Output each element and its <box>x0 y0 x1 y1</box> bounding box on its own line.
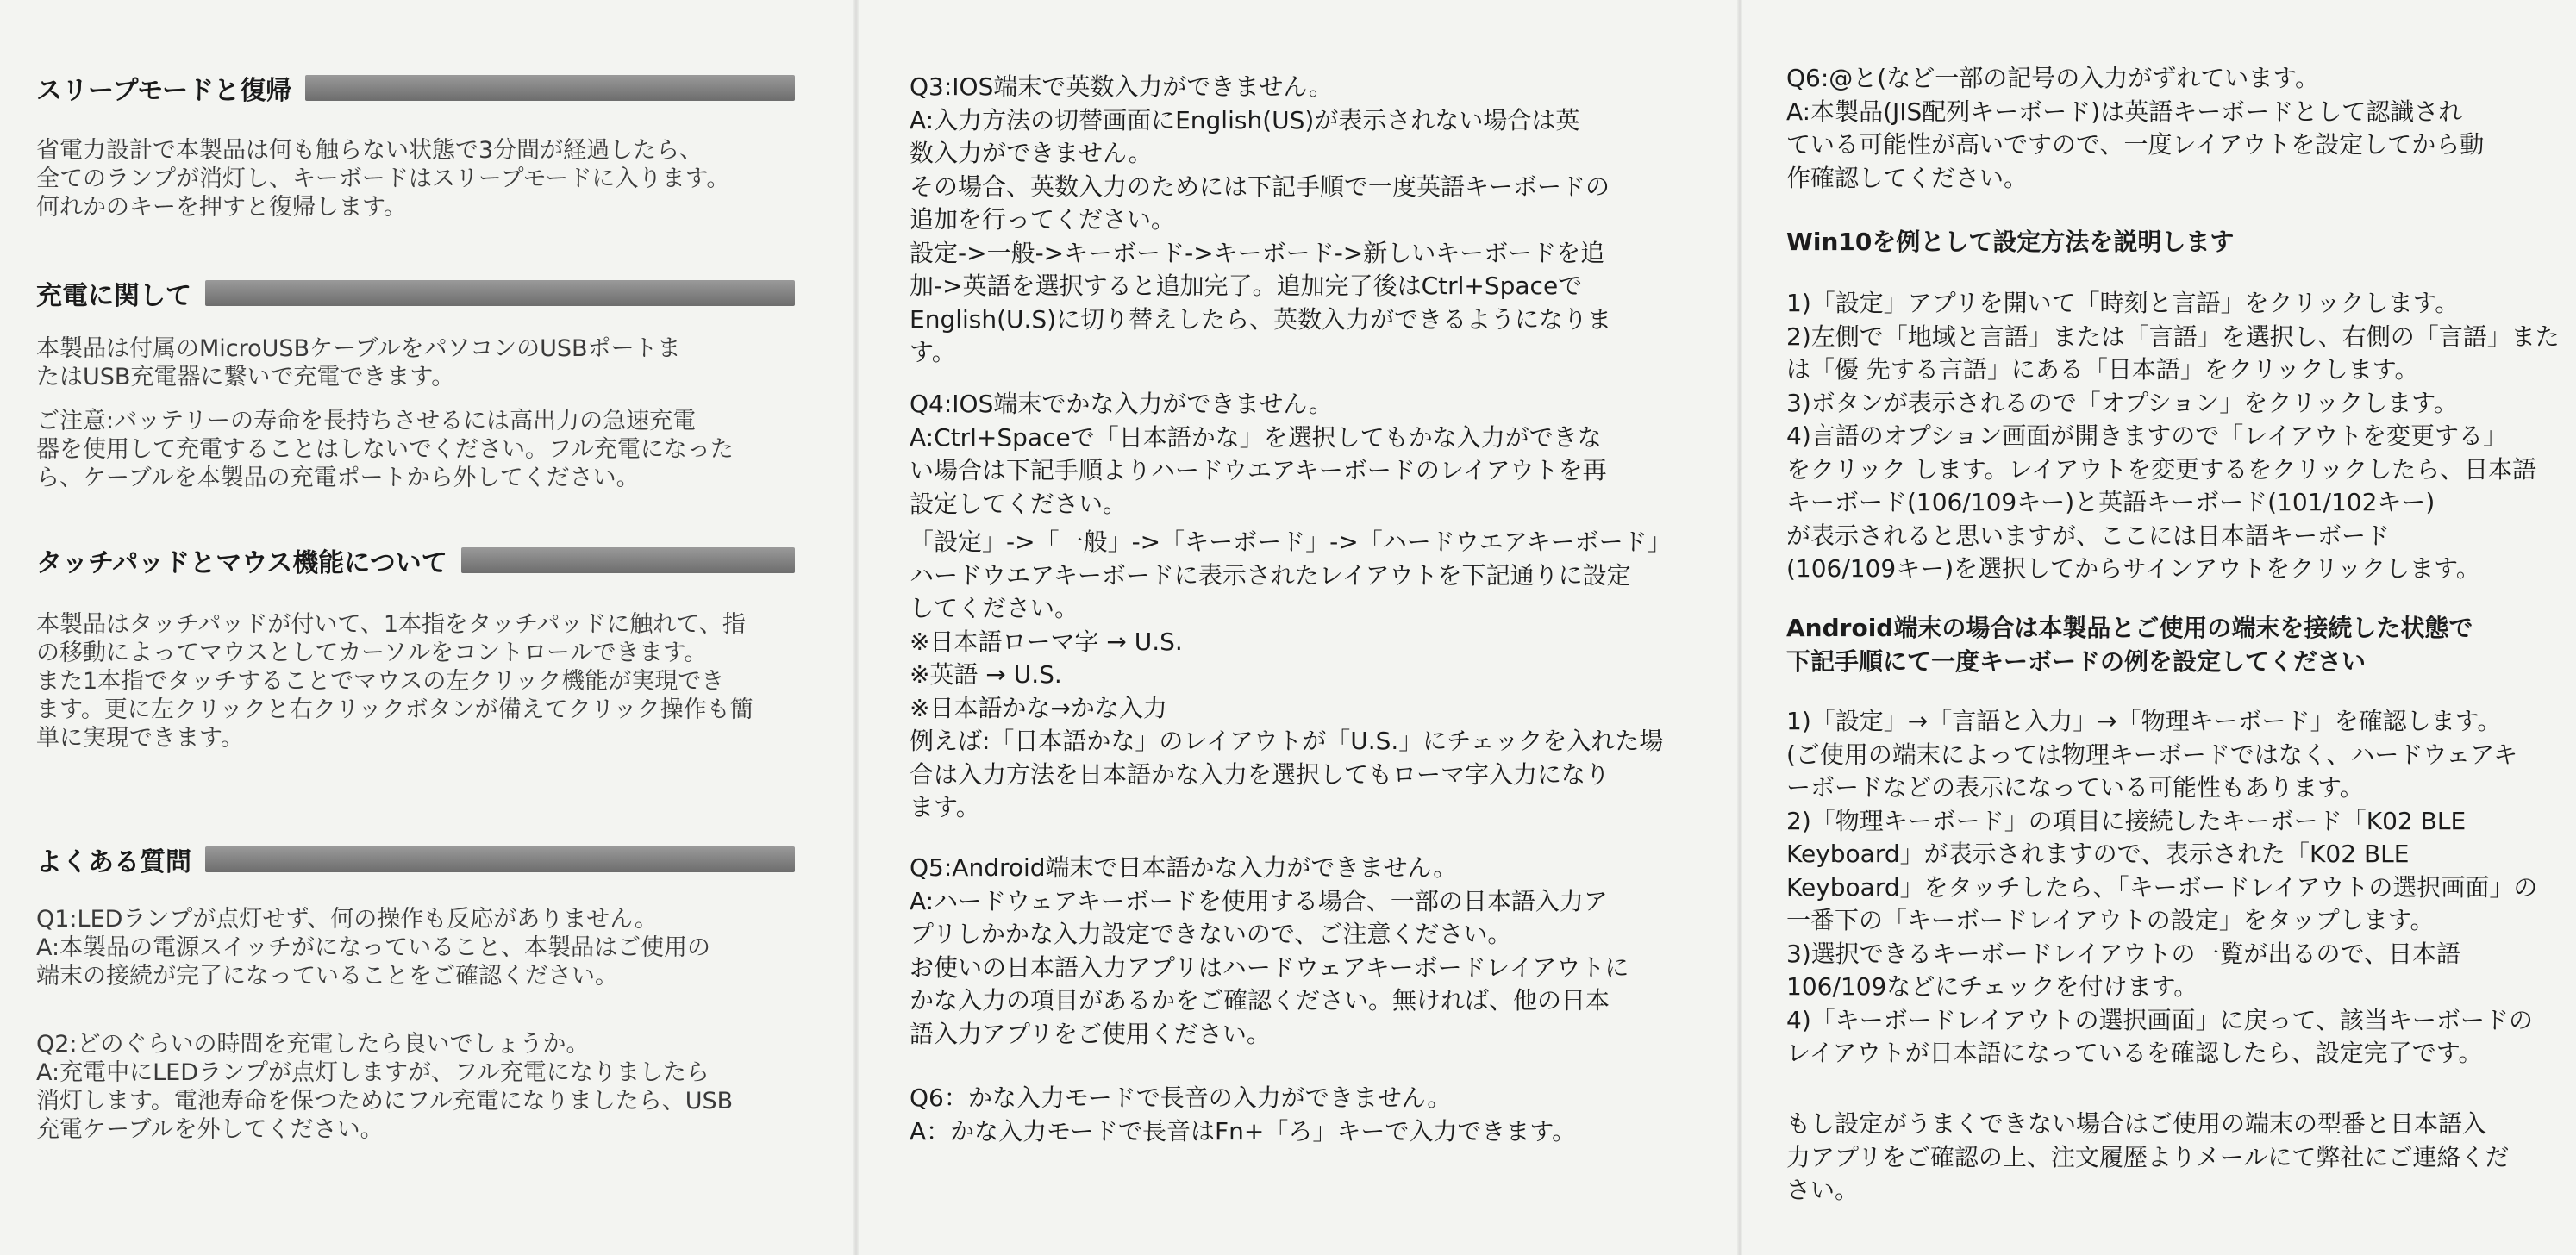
section-heading-faq <box>36 840 795 878</box>
section-heading-sleep <box>36 69 795 107</box>
win10-steps: 1)「設定」アプリを開いて「時刻と言語」をクリックします。 2)左側で「地域と言語」または「言語」を選択し、右側の「言語」また は「優 先する言語」にある「日本語」をクリックします。 3)ボタンが表示されるので「オプション」をクリックします。 4)言語のオプション画面が開きますので「レイアウトを変更する」 をクリック します。レイアウトを変更するをクリックしたら、日本語 キーボード(106/109キー)と英語キーボード(101/102キー) が表示されると思いますが、ここには日本語キーボード (106/109キー)を選択してからサインアウトをクリックします。 <box>1786 289 2560 583</box>
touchpad-text: 本製品はタッチパッドが付いて、1本指をタッチパッドに触れて、指 の移動によってマウスとしてカーソルをコントロールできます。 また1本指でタッチすることでマウスの左クリック機能が実現でき ます。更に左クリックと右クリックボタンが備えてクリック操作も簡 単に実現できます。 <box>36 611 753 752</box>
faq-q6-symbols: Q6:@と(など一部の記号の入力がずれています。 A:本製品(JIS配列キーボード)は英語キーボードとして認識され ている可能性が高いですので、一度レイアウトを設定してから動 作確認してください。 <box>1786 64 2485 192</box>
faq-q3: Q3:IOS端末で英数入力ができません。 A:入力方法の切替画面にEnglish(US)が表示されない場合は英 数入力ができません。 その場合、英数入力のためには下記手順で一度英語キーボードの 追加を行ってください。 設定->一般->キーボード->キーボード->新しいキーボードを追 加->英語を選択すると追加完了。追加完了後はCtrl+Spaceで English(U.S)に切り替えしたら、英数入力ができるようになりま す。 <box>910 72 1612 366</box>
faq-q2: Q2:どのぐらいの時間を充電したら良いでしょうか。 A:充電中にLEDランプが点灯しますが、フル充電になりましたら 消灯します。電池寿命を保つためにフル充電になりましたら、USB 充電ケーブルを外してください。 <box>36 1031 734 1143</box>
panel-fold <box>1737 0 1742 1255</box>
faq-q1: Q1:LEDランプが点灯せず、何の操作も反応がありません。 A:本製品の電源スイッチがになっていること、本製品はご使用の 端末の接続が完了になっていることをご確認ください。 <box>36 906 711 990</box>
faq-q4-steps: 「設定」->「一般」->「キーボード」->「ハードウエアキーボード」 ハードウエアキーボードに表示されたレイアウトを下記通りに設定 してください。 ※日本語ローマ字 → U.S. ※英語 → U.S. ※日本語かな→かな入力 例えば:「日本語かな」のレイアウトが「U.S.」にチェックを入れた場 合は入力方法を日本語かな入力を選択してもローマ字入力になり ます。 <box>910 528 1672 821</box>
faq-q6-kana: Q6：かな入力モードで長音の入力ができません。 A：かな入力モードで長音はFn+「ろ」キーで入力できます。 <box>910 1083 1577 1146</box>
faq-q4: Q4:IOS端末でかな入力ができません。 A:Ctrl+Spaceで「日本語かな」を選択してもかな入力ができな い場合は下記手順よりハードウエアキーボードのレイアウトを再 設定してください。 <box>910 390 1607 518</box>
heading-bar <box>461 547 795 573</box>
section-title: タッチパッドとマウス機能について <box>36 548 447 578</box>
charge-text: 本製品は付属のMicroUSBケーブルをパソコンのUSBポートま たはUSB充電器に繋いで充電できます。 <box>36 335 681 390</box>
section-heading-charge <box>36 274 795 312</box>
android-steps: 1)「設定」→「言語と入力」→「物理キーボード」を確認します。 (ご使用の端末によっては物理キーボードではなく、ハードウェアキ ーボードなどの表示になっている可能性もあります。 2)「物理キーボード」の項目に接続したキーボード「K02 BLE Keyboard」が表示されますので、表示された「K02 BLE Keyboard」をタッチしたら、「キーボードレイアウトの選択画面」の 一番下の「キーボードレイアウトの設定」をタップします。 3)選択できるキーボードレイアウトの一覧が出るので、日本語 106/109などにチェックを付けます。 4)「キーボードレイアウトの選択画面」に戻って、該当キーボードの レイアウトが日本語になっているを確認したら、設定完了です。 <box>1786 707 2538 1067</box>
sleep-text: 省電力設計で本製品は何も触らない状態で3分間が経過したら、 全てのランプが消灯し、キーボードはスリープモードに入ります。 何れかのキーを押すと復帰します。 <box>36 137 730 221</box>
section-title: 充電に関して <box>36 281 191 311</box>
section-title: よくある質問 <box>36 847 191 877</box>
android-heading: Android端末の場合は本製品とご使用の端末を接続した状態で 下記手順にて一度キーボードの例を設定してください <box>1786 614 2473 676</box>
faq-q5: Q5:Android端末で日本語かな入力ができません。 A:ハードウェアキーボードを使用する場合、一部の日本語入力ア プリしかかな入力設定できないので、ご注意ください。 お使いの日本語入力アプリはハードウェアキーボードレイアウトに かな入力の項目があるかをご確認ください。無ければ、他の日本 語入力アプリをご使用ください。 <box>910 853 1629 1048</box>
closing-note: もし設定がうまくできない場合はご使用の端末の型番と日本語入 力アプリをご確認の上、注文履歴よりメールにて弊社にご連絡くだ さい。 <box>1786 1109 2510 1204</box>
heading-bar <box>205 280 795 306</box>
charge-note: ご注意:バッテリーの寿命を長持ちさせるには高出力の急速充電 器を使用して充電することはしないでください。フル充電になった ら、ケーブルを本製品の充電ポートから外してください。 <box>36 408 734 491</box>
heading-bar <box>305 75 795 101</box>
section-heading-touchpad <box>36 541 795 579</box>
win10-heading: Win10を例として設定方法を説明します <box>1786 228 2235 256</box>
section-title: スリープモードと復帰 <box>36 76 292 106</box>
heading-bar <box>205 846 795 872</box>
panel-fold <box>853 0 859 1255</box>
